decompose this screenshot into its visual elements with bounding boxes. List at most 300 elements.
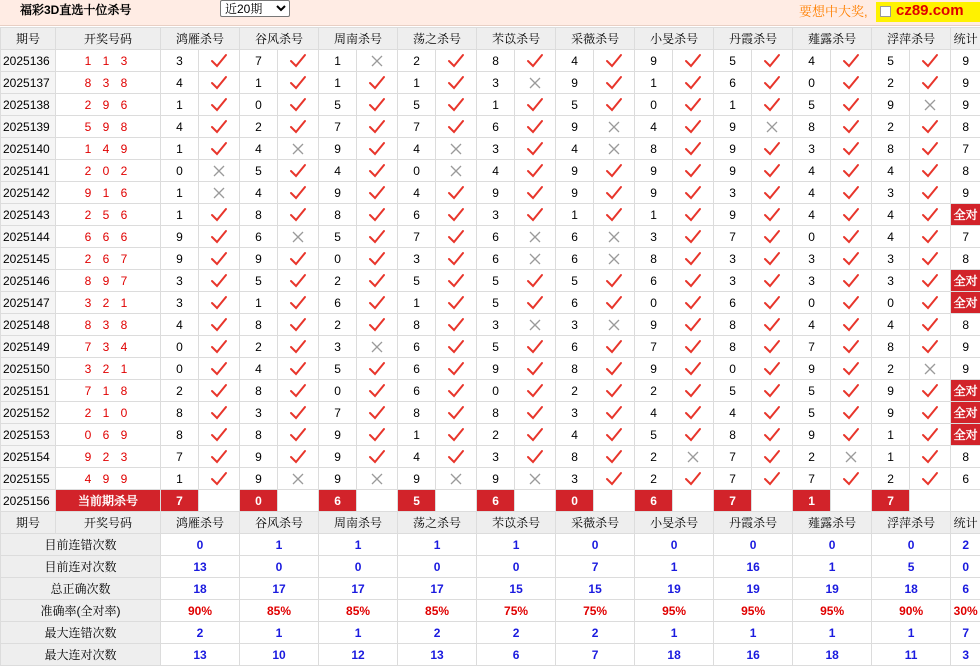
result-mark-cell [752, 160, 793, 182]
col-header-draw: 开奖号码 [56, 28, 161, 50]
check-icon [526, 295, 544, 311]
kill-number-cell: 5 [714, 380, 752, 402]
result-mark-cell [515, 270, 556, 292]
check-icon [368, 141, 386, 157]
kill-number-cell: 3 [319, 336, 357, 358]
kill-number-cell: 4 [793, 160, 831, 182]
kill-number-cell: 9 [793, 424, 831, 446]
col-header-period: 期号 [1, 28, 56, 50]
check-icon [921, 141, 939, 157]
check-icon [842, 163, 860, 179]
check-icon [289, 163, 307, 179]
cross-icon [291, 142, 305, 156]
result-mark-cell [199, 204, 240, 226]
result-mark-cell [673, 116, 714, 138]
kill-number-cell: 6 [477, 248, 515, 270]
result-mark-cell [357, 160, 398, 182]
result-mark-cell [278, 116, 319, 138]
check-icon [526, 383, 544, 399]
col-header-expert: 荡之杀号 [398, 28, 477, 50]
result-mark-cell [278, 358, 319, 380]
col-header-expert: 薤露杀号 [793, 28, 872, 50]
check-icon [921, 383, 939, 399]
check-icon [289, 251, 307, 267]
kill-number-cell: 4 [872, 204, 910, 226]
kill-number-cell: 8 [635, 138, 673, 160]
check-icon [684, 471, 702, 487]
result-mark-cell [278, 204, 319, 226]
result-mark-cell [594, 314, 635, 336]
draw-number-cell: 2 9 6 [56, 94, 161, 116]
current-empty-cell [594, 490, 635, 512]
kill-number-cell: 0 [319, 380, 357, 402]
kill-number-cell: 3 [793, 138, 831, 160]
result-mark-cell [515, 116, 556, 138]
kill-number-cell: 6 [398, 380, 436, 402]
check-icon [289, 97, 307, 113]
check-icon [684, 383, 702, 399]
all-correct-badge: 全对 [951, 424, 980, 446]
check-icon [289, 383, 307, 399]
result-mark-cell [436, 204, 477, 226]
kill-number-cell: 4 [161, 116, 199, 138]
period-cell: 2025148 [1, 314, 56, 336]
check-icon [921, 185, 939, 201]
check-icon [447, 229, 465, 245]
cross-icon [528, 76, 542, 90]
check-icon [210, 119, 228, 135]
result-mark-cell [515, 248, 556, 270]
kill-number-cell: 8 [477, 402, 515, 424]
check-icon [368, 273, 386, 289]
stats-value: 19 [635, 578, 714, 600]
cross-icon [370, 54, 384, 68]
table-row [1, 160, 980, 182]
check-icon [842, 317, 860, 333]
check-icon [526, 163, 544, 179]
kill-number-cell: 9 [872, 380, 910, 402]
stats-value: 0 [477, 556, 556, 578]
check-icon [526, 97, 544, 113]
check-icon [368, 251, 386, 267]
period-cell: 2025145 [1, 248, 56, 270]
kill-number-cell: 4 [872, 226, 910, 248]
result-mark-cell [515, 94, 556, 116]
cross-icon [212, 186, 226, 200]
check-icon [842, 383, 860, 399]
result-mark-cell [910, 402, 951, 424]
result-mark-cell [515, 138, 556, 160]
stats-value: 2 [161, 622, 240, 644]
kill-number-cell: 9 [635, 160, 673, 182]
current-kill-number: 6 [477, 490, 515, 512]
stats-label: 最大连对次数 [1, 644, 161, 666]
check-icon [605, 339, 623, 355]
check-icon [684, 185, 702, 201]
kill-number-cell: 5 [635, 424, 673, 446]
col-header-expert: 采薇杀号 [556, 512, 635, 534]
result-mark-cell [199, 248, 240, 270]
check-icon [921, 295, 939, 311]
cross-icon [449, 164, 463, 178]
result-mark-cell [199, 292, 240, 314]
all-correct-badge: 全对 [951, 402, 980, 424]
stat-cell: 9 [951, 50, 980, 72]
kill-number-cell: 7 [161, 446, 199, 468]
kill-number-cell: 2 [635, 380, 673, 402]
kill-number-cell: 9 [477, 468, 515, 490]
result-mark-cell [673, 160, 714, 182]
col-header-expert: 鸿雁杀号 [161, 512, 240, 534]
result-mark-cell [673, 270, 714, 292]
result-mark-cell [357, 116, 398, 138]
kill-number-cell: 7 [793, 468, 831, 490]
stats-value: 16 [714, 644, 793, 666]
kill-number-cell: 3 [398, 248, 436, 270]
stats-value: 1 [635, 556, 714, 578]
result-mark-cell [515, 468, 556, 490]
check-icon [763, 317, 781, 333]
cross-icon [607, 252, 621, 266]
result-mark-cell [831, 270, 872, 292]
stats-value: 90% [161, 600, 240, 622]
top-bar [0, 0, 980, 26]
kill-number-cell: 1 [872, 446, 910, 468]
cross-icon [449, 472, 463, 486]
all-correct-badge: 全对 [951, 380, 980, 402]
col-header-expert: 谷风杀号 [240, 28, 319, 50]
check-icon [684, 119, 702, 135]
kill-number-cell: 6 [556, 292, 594, 314]
check-icon [210, 207, 228, 223]
stats-value: 19 [714, 578, 793, 600]
kill-number-cell: 5 [319, 226, 357, 248]
check-icon [763, 97, 781, 113]
result-mark-cell [594, 292, 635, 314]
check-icon [289, 449, 307, 465]
check-icon [289, 53, 307, 69]
result-mark-cell [673, 182, 714, 204]
result-mark-cell [436, 72, 477, 94]
kill-number-cell: 1 [319, 72, 357, 94]
kill-number-cell: 8 [635, 248, 673, 270]
current-stat-cell [951, 490, 980, 512]
kill-number-cell: 5 [398, 270, 436, 292]
check-icon [368, 207, 386, 223]
result-mark-cell [278, 424, 319, 446]
stats-value: 12 [319, 644, 398, 666]
check-icon [921, 317, 939, 333]
cross-icon [528, 318, 542, 332]
check-icon [447, 185, 465, 201]
kill-number-cell: 3 [635, 226, 673, 248]
result-mark-cell [515, 314, 556, 336]
stats-value: 1 [793, 556, 872, 578]
kill-number-cell: 0 [240, 94, 278, 116]
table-row [1, 72, 980, 94]
result-mark-cell [910, 336, 951, 358]
kill-number-cell: 4 [240, 182, 278, 204]
result-mark-cell [436, 50, 477, 72]
table-row [1, 116, 980, 138]
result-mark-cell [436, 402, 477, 424]
stats-value: 17 [240, 578, 319, 600]
kill-number-cell: 2 [635, 446, 673, 468]
table-row [1, 314, 980, 336]
kill-number-cell: 4 [556, 424, 594, 446]
kill-number-cell: 8 [872, 336, 910, 358]
stats-value: 1 [240, 534, 319, 556]
kill-number-cell: 1 [556, 204, 594, 226]
stat-cell: 8 [951, 314, 980, 336]
stats-value: 16 [714, 556, 793, 578]
kill-number-cell: 3 [477, 72, 515, 94]
kill-number-cell: 9 [477, 182, 515, 204]
period-cell: 2025138 [1, 94, 56, 116]
current-empty-cell [357, 490, 398, 512]
check-icon [447, 361, 465, 377]
result-mark-cell [199, 424, 240, 446]
kill-number-cell: 2 [635, 468, 673, 490]
check-icon [210, 339, 228, 355]
result-mark-cell [910, 292, 951, 314]
logo-text: cz89.com [896, 2, 964, 19]
kill-number-cell: 6 [477, 116, 515, 138]
result-mark-cell [673, 424, 714, 446]
result-mark-cell [436, 358, 477, 380]
check-icon [447, 273, 465, 289]
result-mark-cell [515, 402, 556, 424]
result-mark-cell [515, 336, 556, 358]
stats-value: 15 [477, 578, 556, 600]
stats-label: 目前连对次数 [1, 556, 161, 578]
check-icon [921, 251, 939, 267]
cross-icon [607, 318, 621, 332]
kill-number-cell: 0 [714, 358, 752, 380]
result-mark-cell [515, 160, 556, 182]
kill-number-cell: 8 [161, 402, 199, 424]
stats-value: 0 [872, 534, 951, 556]
draw-number-cell: 7 3 4 [56, 336, 161, 358]
result-mark-cell [673, 72, 714, 94]
col-header-expert: 采薇杀号 [556, 28, 635, 50]
check-icon [842, 53, 860, 69]
draw-number-cell: 9 2 3 [56, 446, 161, 468]
period-cell: 2025151 [1, 380, 56, 402]
check-icon [526, 119, 544, 135]
kill-number-cell: 1 [161, 468, 199, 490]
result-mark-cell [199, 160, 240, 182]
check-icon [526, 361, 544, 377]
kill-number-cell: 4 [635, 402, 673, 424]
result-mark-cell [594, 182, 635, 204]
stat-cell: 7 [951, 138, 980, 160]
check-icon [684, 207, 702, 223]
check-icon [605, 449, 623, 465]
kill-number-cell: 5 [477, 270, 515, 292]
result-mark-cell [357, 182, 398, 204]
period-cell: 2025141 [1, 160, 56, 182]
result-mark-cell [594, 138, 635, 160]
period-cell: 2025143 [1, 204, 56, 226]
result-mark-cell [357, 72, 398, 94]
table-row [1, 336, 980, 358]
stats-total: 6 [951, 578, 980, 600]
current-kill-number: 1 [793, 490, 831, 512]
result-mark-cell [831, 402, 872, 424]
col-header-expert: 周南杀号 [319, 28, 398, 50]
kill-number-cell: 3 [477, 138, 515, 160]
col-header-expert: 小旻杀号 [635, 512, 714, 534]
check-icon [842, 471, 860, 487]
result-mark-cell [831, 116, 872, 138]
kill-number-cell: 8 [714, 314, 752, 336]
cross-icon [923, 362, 937, 376]
result-mark-cell [752, 226, 793, 248]
table-row [1, 138, 980, 160]
kill-number-cell: 2 [556, 380, 594, 402]
stats-value: 18 [872, 578, 951, 600]
draw-number-cell: 2 6 7 [56, 248, 161, 270]
result-mark-cell [752, 182, 793, 204]
check-icon [210, 251, 228, 267]
check-icon [684, 339, 702, 355]
check-icon [763, 141, 781, 157]
col-header-expert: 薤露杀号 [793, 512, 872, 534]
kill-number-cell: 4 [793, 314, 831, 336]
check-icon [763, 75, 781, 91]
stats-value: 1 [635, 622, 714, 644]
result-mark-cell [594, 160, 635, 182]
stats-value: 95% [714, 600, 793, 622]
kill-number-cell: 9 [635, 50, 673, 72]
check-icon [842, 229, 860, 245]
period-cell: 2025140 [1, 138, 56, 160]
result-mark-cell [199, 336, 240, 358]
kill-number-cell: 7 [319, 402, 357, 424]
result-mark-cell [278, 468, 319, 490]
check-icon [526, 207, 544, 223]
check-icon [368, 97, 386, 113]
stats-row [1, 644, 980, 666]
stats-value: 85% [240, 600, 319, 622]
cross-icon [370, 340, 384, 354]
result-mark-cell [594, 226, 635, 248]
draw-number-cell: 9 1 6 [56, 182, 161, 204]
kill-number-cell: 7 [398, 226, 436, 248]
stats-value: 13 [398, 644, 477, 666]
kill-number-cell: 7 [240, 50, 278, 72]
kill-number-cell: 0 [635, 292, 673, 314]
range-select[interactable] [220, 0, 290, 17]
kill-number-cell: 3 [714, 182, 752, 204]
result-mark-cell [752, 336, 793, 358]
check-icon [763, 185, 781, 201]
table-row [1, 402, 980, 424]
check-icon [368, 405, 386, 421]
result-mark-cell [831, 380, 872, 402]
table-row [1, 380, 980, 402]
check-icon [921, 207, 939, 223]
kill-number-cell: 3 [556, 468, 594, 490]
kill-number-cell: 4 [240, 358, 278, 380]
check-icon [289, 207, 307, 223]
stats-row [1, 578, 980, 600]
kill-number-cell: 9 [240, 446, 278, 468]
check-icon [842, 295, 860, 311]
result-mark-cell [436, 248, 477, 270]
col-header-expert: 丹霞杀号 [714, 512, 793, 534]
check-icon [921, 449, 939, 465]
check-icon [605, 53, 623, 69]
result-mark-cell [594, 72, 635, 94]
check-icon [763, 163, 781, 179]
result-mark-cell [436, 94, 477, 116]
result-mark-cell [357, 270, 398, 292]
stats-value: 7 [556, 556, 635, 578]
kill-number-cell: 9 [161, 248, 199, 270]
result-mark-cell [831, 446, 872, 468]
result-mark-cell [673, 468, 714, 490]
table-row [1, 182, 980, 204]
check-icon [921, 163, 939, 179]
kill-number-cell: 0 [398, 160, 436, 182]
result-mark-cell [910, 138, 951, 160]
check-icon [210, 383, 228, 399]
kill-number-cell: 3 [793, 270, 831, 292]
kill-number-cell: 6 [398, 204, 436, 226]
stat-cell: 7 [951, 226, 980, 248]
check-icon [763, 339, 781, 355]
kill-number-cell: 0 [319, 248, 357, 270]
check-icon [447, 97, 465, 113]
result-mark-cell [436, 226, 477, 248]
kill-number-cell: 9 [714, 116, 752, 138]
table-row [1, 358, 980, 380]
result-mark-cell [436, 160, 477, 182]
result-mark-cell [436, 292, 477, 314]
result-mark-cell [673, 358, 714, 380]
result-mark-cell [910, 314, 951, 336]
period-cell: 2025153 [1, 424, 56, 446]
check-icon [763, 229, 781, 245]
stats-value: 5 [872, 556, 951, 578]
result-mark-cell [357, 358, 398, 380]
check-icon [842, 141, 860, 157]
result-mark-cell [278, 50, 319, 72]
stat-cell: 8 [951, 160, 980, 182]
cross-icon [291, 472, 305, 486]
table-row [1, 446, 980, 468]
result-mark-cell [910, 182, 951, 204]
kill-number-cell: 9 [398, 468, 436, 490]
stats-value: 95% [635, 600, 714, 622]
period-cell: 2025139 [1, 116, 56, 138]
stats-value: 1 [477, 534, 556, 556]
site-logo[interactable] [876, 2, 980, 22]
stats-total: 3 [951, 644, 980, 666]
kill-number-cell: 4 [793, 182, 831, 204]
result-mark-cell [357, 204, 398, 226]
result-mark-cell [831, 72, 872, 94]
check-icon [289, 361, 307, 377]
result-mark-cell [594, 94, 635, 116]
check-icon [921, 75, 939, 91]
period-cell: 2025136 [1, 50, 56, 72]
stats-value: 0 [714, 534, 793, 556]
current-kill-number: 5 [398, 490, 436, 512]
result-mark-cell [278, 138, 319, 160]
